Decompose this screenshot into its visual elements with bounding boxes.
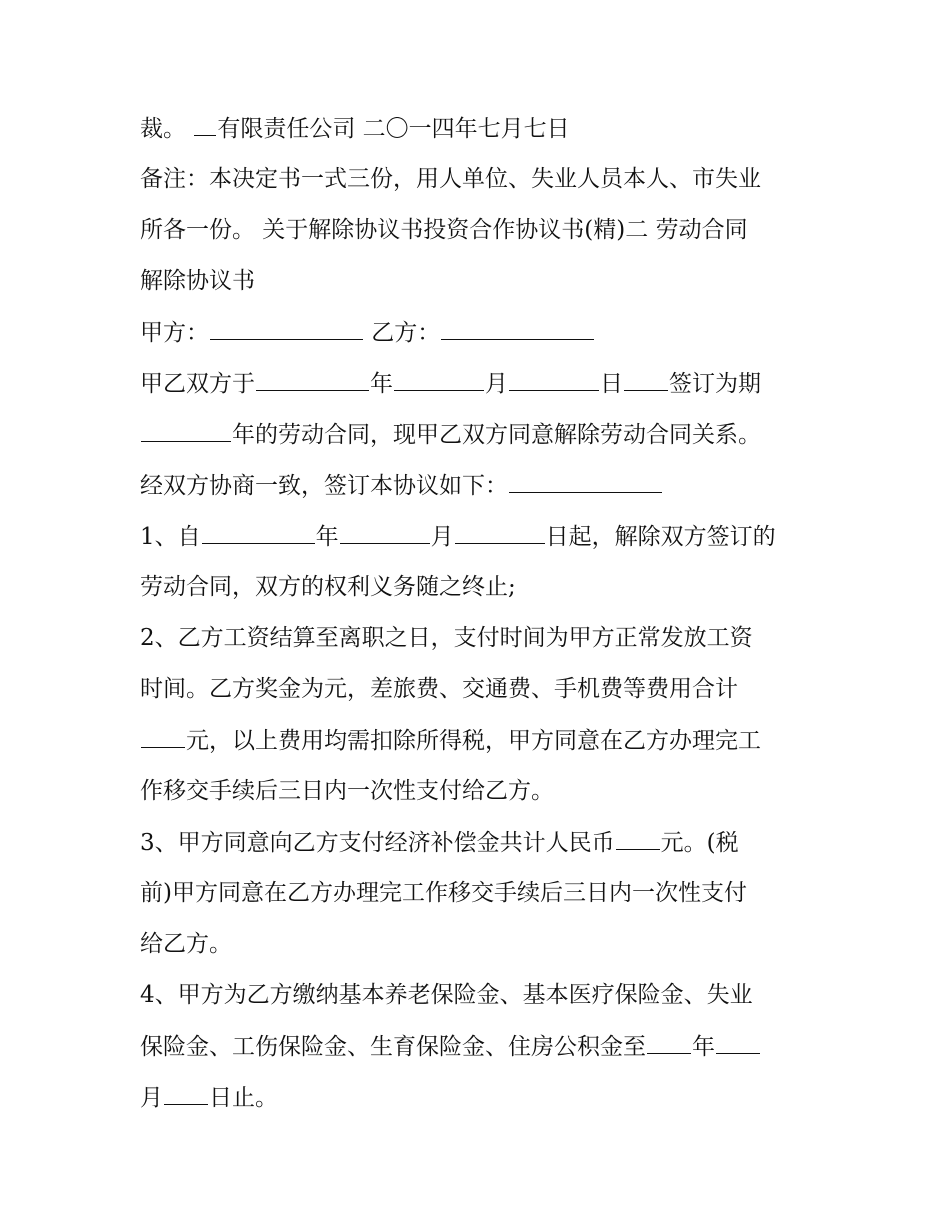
text-line-17: 给乙方。	[140, 931, 232, 957]
blank-field	[340, 521, 430, 544]
blank-field	[455, 521, 545, 544]
blank-field	[716, 1031, 760, 1054]
text-line-7: 年的劳动合同，现甲乙双方同意解除劳动合同关系。	[140, 419, 761, 450]
text-line-20: 月 日止。	[140, 1082, 278, 1113]
blank-field	[194, 113, 216, 136]
text-line-18: 4、甲方为乙方缴纳基本养老保险金、基本医疗保险金、失业	[140, 982, 753, 1008]
blank-field	[256, 368, 369, 391]
text-line-16: 前)甲方同意在乙方办理完工作移交手续后三日内一次性支付	[140, 880, 747, 906]
blank-field	[141, 725, 185, 748]
text-line-3: 所各一份。 关于解除协议书投资合作协议书(精)二 劳动合同	[140, 217, 748, 243]
blank-field	[509, 368, 599, 391]
text-line-11: 2、乙方工资结算至离职之日，支付时间为甲方正常发放工资	[140, 625, 753, 651]
blank-field	[141, 419, 231, 442]
text-line-13: 元，以上费用均需扣除所得税，甲方同意在乙方办理完工	[140, 725, 761, 756]
text-line-19: 保险金、工伤保险金、生育保险金、住房公积金至 年	[140, 1031, 761, 1062]
blank-field	[394, 368, 484, 391]
text-line-2: 备注：本决定书一式三份，用人单位、失业人员本人、市失业	[140, 166, 761, 192]
text-line-6: 甲乙双方于 年 月 日 签订为期	[140, 368, 761, 399]
text-line-10: 劳动合同，双方的权利义务随之终止;	[140, 574, 516, 600]
blank-field	[647, 1031, 691, 1054]
blank-field	[509, 470, 662, 493]
text-line-9: 1、自 年 月 日起，解除双方签订的	[140, 521, 776, 552]
text-line-15: 3、甲方同意向乙方支付经济补偿金共计人民币 元。(税	[140, 827, 739, 858]
blank-field	[624, 368, 668, 391]
text-line-5: 甲方： 乙方：	[140, 317, 595, 348]
text-line-8: 经双方协商一致，签订本协议如下：	[140, 470, 663, 501]
text-line-12: 时间。乙方奖金为元，差旅费、交通费、手机费等费用合计	[140, 676, 738, 702]
text-line-4: 解除协议书	[140, 268, 255, 294]
text-line-14: 作移交手续后三日内一次性支付给乙方。	[140, 778, 554, 804]
blank-field	[210, 317, 363, 340]
blank-field	[164, 1082, 208, 1105]
text-line-1: 裁。 有限责任公司 二〇一四年七月七日	[140, 113, 570, 144]
blank-field	[202, 521, 315, 544]
blank-field	[616, 827, 660, 850]
blank-field	[441, 317, 594, 340]
